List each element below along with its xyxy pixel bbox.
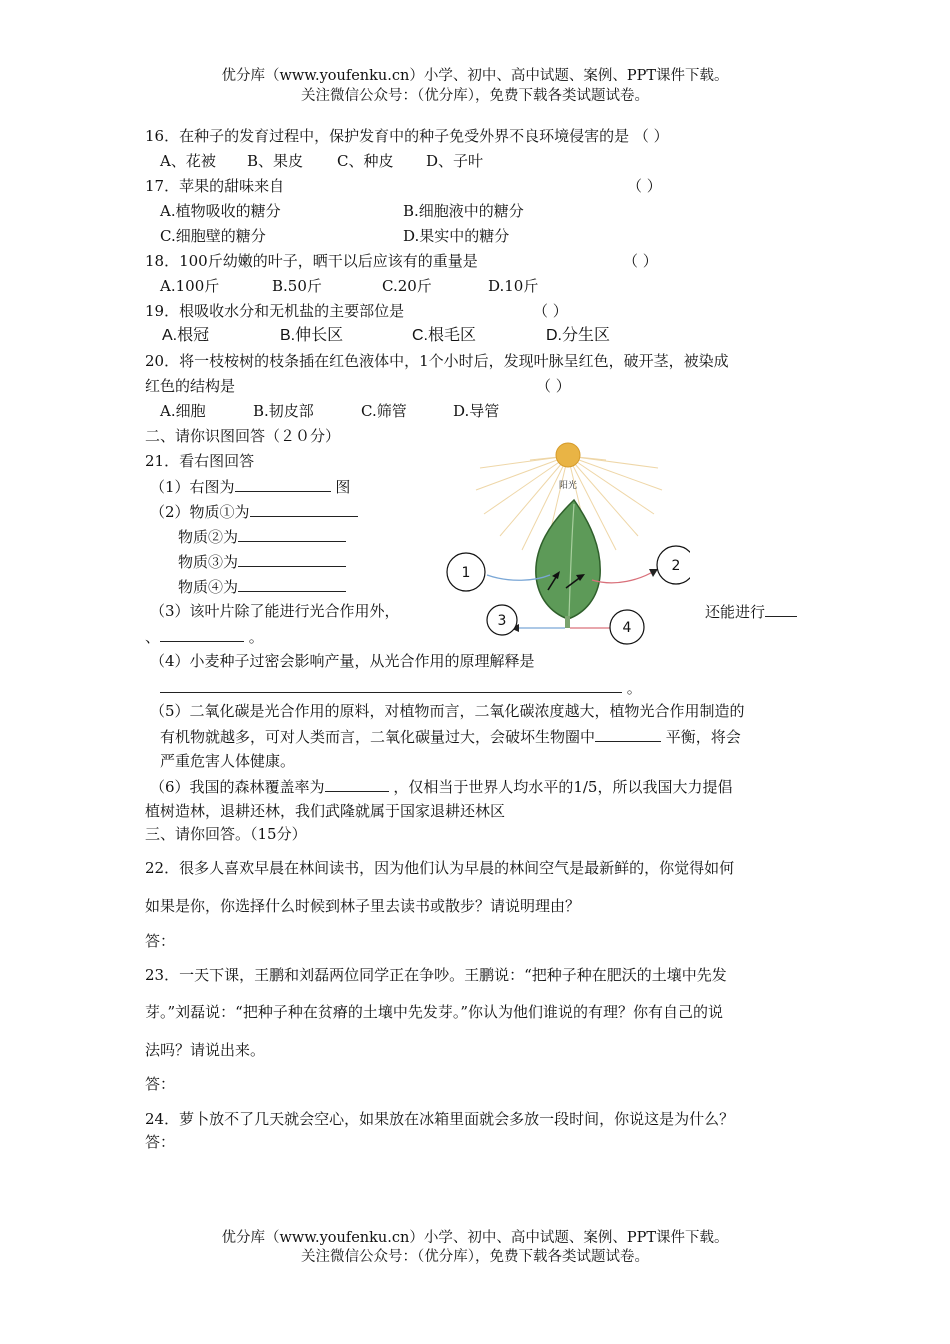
sun-icon	[556, 443, 580, 467]
q16-option-d: D、子叶	[426, 152, 484, 170]
q18-option-a: A.100斤	[160, 277, 220, 295]
q21-part1	[150, 477, 350, 496]
arrow-leaf-to-2	[592, 570, 656, 583]
q19-option-b: B.伸长区	[280, 327, 344, 344]
q21-substance-4-blank[interactable]	[238, 577, 346, 592]
q21-part2c	[178, 552, 346, 571]
q18-options	[160, 277, 760, 297]
q16-option-c: C、种皮	[337, 152, 394, 170]
q16-stem: 16．在种子的发育过程中，保护发育中的种子免受外界不良环境侵害的是 （ ）	[145, 127, 669, 145]
q21-part4-end: 。	[626, 679, 642, 697]
q22-line2: 如果是你，你选择什么时候到林子里去读书或散步？请说明理由？	[145, 897, 581, 915]
q19-option-c: C.根毛区	[412, 327, 477, 344]
q21-part4-answer	[160, 678, 642, 697]
q21-part5-prefix: 有机物就越多，可对人类而言，二氧化碳量过大，会破坏生物圈中	[160, 728, 596, 746]
q21-part5-line2	[160, 727, 741, 746]
q21-part1-prefix: （1）右图为	[150, 478, 235, 496]
q21-part3-line2	[145, 627, 264, 646]
q16-options	[160, 152, 760, 172]
q20-options	[160, 402, 760, 422]
q17-option-b: B.细胞液中的糖分	[403, 202, 524, 220]
q20-option-a: A.细胞	[160, 402, 206, 420]
q23-answer-label: 答：	[145, 1075, 176, 1093]
q18-option-c: C.20斤	[382, 277, 432, 295]
q20-option-d: D.导管	[453, 402, 500, 420]
q21-part3-prefix: （3）该叶片除了能进行光合作用外，	[150, 602, 400, 620]
q17-paren: （ ）	[627, 177, 662, 195]
q18-stem: 18．100斤幼嫩的叶子，晒干以后应该有的重量是	[145, 252, 478, 270]
footer-line-1: 优分库（www.youfenku.cn）小学、初中、高中试题、案例、PPT课件下载。	[221, 1230, 729, 1246]
label-3: 3	[497, 613, 507, 629]
leaf-stem	[565, 616, 570, 628]
q23-line2: 芽。”刘磊说：“把种子种在贫瘠的土壤中先发芽。”你认为他们谁说的有理？你有自己的说	[145, 1003, 724, 1021]
q22-line1: 22．很多人喜欢早晨在林间读书，因为他们认为早晨的林间空气是最新鲜的，你觉得如何	[145, 859, 735, 877]
label-4: 4	[622, 620, 632, 636]
footer-line-2: 关注微信公众号：（优分库），免费下载各类试题试卷。	[301, 1249, 649, 1265]
q18-option-d: D.10斤	[488, 277, 539, 295]
q21-part1-suffix: 图	[335, 478, 351, 496]
q21-part2b	[178, 527, 346, 546]
q21-part3-blank-2[interactable]	[160, 627, 244, 642]
q21-part2d	[178, 577, 346, 596]
leaf-icon	[536, 500, 600, 619]
q20-option-b: B.韧皮部	[253, 402, 314, 420]
q20-paren: （ ）	[536, 377, 571, 395]
q24-answer-label: 答：	[145, 1133, 176, 1151]
q17-option-c: C.细胞壁的糖分	[160, 227, 266, 245]
q21-part2	[150, 502, 358, 521]
q17-option-d: D.果实中的糖分	[403, 227, 510, 245]
q16-option-a: A、花被	[160, 152, 216, 170]
q23-line1: 23．一天下课，王鹏和刘磊两位同学正在争吵。王鹏说：“把种子种在肥沃的土壤中先发	[145, 966, 727, 984]
q17-stem: 17．苹果的甜味来自	[145, 177, 285, 195]
q20-stem-line2: 红色的结构是	[145, 377, 236, 395]
q21-stem: 21．看右图回答	[145, 452, 255, 470]
q21-part6-line2: 植树造林，退耕还林，我们武隆就属于国家退耕还林区	[145, 802, 506, 820]
q21-part6	[150, 777, 732, 796]
section-2-heading: 二、请你识图回答（２０分）	[145, 427, 341, 445]
q21-part3-right	[705, 602, 797, 621]
q21-part2-prefix: （2）物质①为	[150, 503, 250, 521]
q21-part5-line3: 严重危害人体健康。	[160, 752, 296, 770]
q19-option-d: D.分生区	[546, 327, 611, 344]
q22-answer-label: 答：	[145, 932, 176, 950]
q21-part1-blank[interactable]	[235, 477, 331, 492]
q21-substance-2-blank[interactable]	[238, 527, 346, 542]
q21-part3-end: 。	[248, 628, 264, 646]
q21-part4: （4）小麦种子过密会影响产量，从光合作用的原理解释是	[150, 652, 535, 670]
q19-options	[162, 326, 762, 348]
sun-label: 阳光	[558, 481, 578, 491]
q21-part3-comma: 、	[145, 628, 161, 646]
q21-substance-3-label: 物质③为	[178, 553, 239, 571]
q21-substance-2-label: 物质②为	[178, 528, 239, 546]
q16-option-b: B、果皮	[247, 152, 304, 170]
q21-substance-1-blank[interactable]	[250, 502, 358, 517]
q21-part6-prefix: （6）我国的森林覆盖率为	[150, 778, 325, 796]
q20-stem: 20．将一枝桉树的枝条插在红色液体中，1个小时后，发现叶脉呈红色，破开茎，被染成	[145, 352, 729, 370]
q18-paren: （ ）	[623, 252, 658, 270]
section-3-heading: 三、请你回答。（15分）	[145, 825, 307, 843]
photosynthesis-diagram	[440, 438, 690, 648]
q21-part3-right-text: 还能进行	[705, 603, 766, 621]
q23-line3: 法吗？请说出来。	[145, 1041, 266, 1059]
q21-part6-suffix: ，仅相当于世界人均水平的1/5，所以我国大力提倡	[393, 778, 733, 796]
header-line-2: 关注微信公众号：（优分库），免费下载各类试题试卷。	[301, 88, 649, 104]
q21-part5-suffix: 平衡，将会	[665, 728, 741, 746]
q21-part3-blank-1[interactable]	[765, 602, 797, 617]
q19-paren: （ ）	[533, 302, 568, 320]
q21-part6-blank[interactable]	[325, 777, 389, 792]
q18-option-b: B.50斤	[272, 277, 322, 295]
q21-part5-line1: （5）二氧化碳是光合作用的原料，对植物而言，二氧化碳浓度越大，植物光合作用制造的	[150, 702, 745, 720]
q17-option-a: A.植物吸收的糖分	[160, 202, 281, 220]
label-1: 1	[461, 565, 471, 581]
q19-option-a: A.根冠	[162, 327, 210, 344]
q21-part5-blank[interactable]	[595, 727, 661, 742]
q24-line1: 24．萝卜放不了几天就会空心，如果放在冰箱里面就会多放一段时间，你说这是为什么？	[145, 1110, 735, 1128]
q21-part4-blank[interactable]	[160, 678, 622, 693]
header-line-1: 优分库（www.youfenku.cn）小学、初中、高中试题、案例、PPT课件下载。	[221, 68, 729, 84]
q21-substance-4-label: 物质④为	[178, 578, 239, 596]
q19-stem: 19．根吸收水分和无机盐的主要部位是	[145, 302, 405, 320]
q20-option-c: C.筛管	[361, 402, 407, 420]
q21-substance-3-blank[interactable]	[238, 552, 346, 567]
label-2: 2	[671, 558, 681, 574]
